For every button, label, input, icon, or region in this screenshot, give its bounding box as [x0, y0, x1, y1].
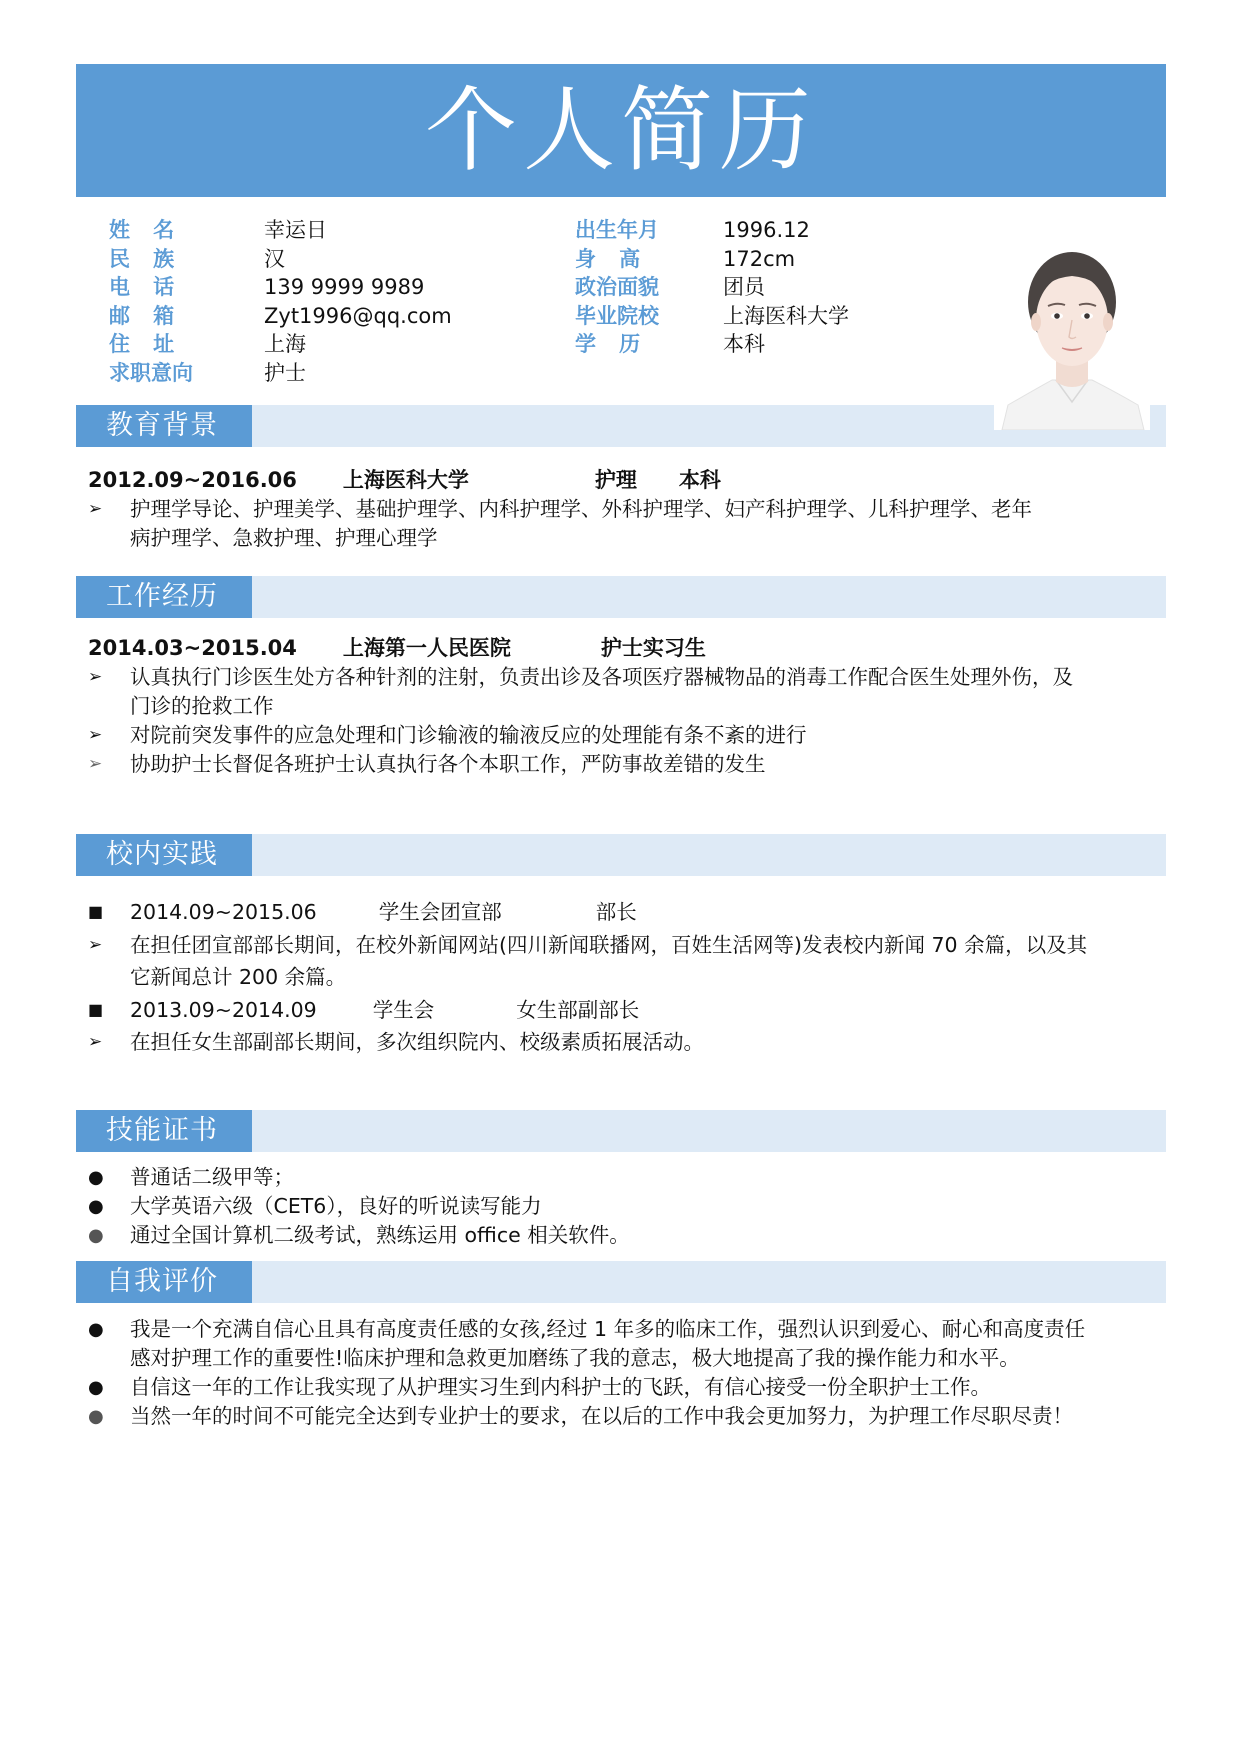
education-summary — [88, 466, 1168, 495]
list-item — [88, 1192, 1168, 1221]
section-header-campus — [76, 834, 1166, 876]
info-label: 政治面貌 — [575, 275, 659, 299]
personal-info-left — [109, 216, 452, 387]
campus-role: 部长 — [595, 900, 637, 924]
self-eval-content — [88, 1315, 1168, 1431]
list-item — [88, 750, 1168, 779]
info-label: 学 历 — [575, 332, 641, 356]
campus-desc-line: 它新闻总计 200 余篇。 — [130, 965, 347, 989]
square-bullet-icon: ■ — [88, 902, 104, 921]
info-row-name — [109, 216, 452, 245]
info-value-name: 幸运日 — [264, 218, 327, 242]
education-school: 上海医科大学 — [342, 468, 469, 492]
self-eval-line: 感对护理工作的重要性!临床护理和急救更加磨练了我的意志，极大地提高了我的操作能力和水平。 — [130, 1346, 1020, 1370]
arrow-bullet-icon: ➢ — [88, 1032, 103, 1052]
list-item — [88, 1163, 1168, 1192]
skills-content — [88, 1163, 1168, 1250]
work-item-line: 协助护士长督促各班护士认真执行各个本职工作，严防事故差错的发生 — [130, 752, 766, 776]
education-courses-line2: 病护理学、急救护理、护理心理学 — [130, 526, 438, 550]
info-label: 求职意向 — [109, 360, 193, 385]
self-eval-line: 自信这一年的工作让我实现了从护理实习生到内科护士的飞跃，有信心接受一份全职护士工作。 — [130, 1375, 991, 1399]
campus-period: 2013.09~2014.09 — [130, 997, 317, 1022]
info-row-birth — [575, 216, 849, 245]
info-label: 民 族 — [109, 246, 175, 271]
work-period: 2014.03~2015.04 — [88, 636, 297, 660]
work-item-line: 对院前突发事件的应急处理和门诊输液的输液反应的处理能有条不紊的进行 — [130, 723, 807, 747]
info-row-address — [109, 330, 452, 359]
list-item — [88, 1026, 1168, 1059]
dot-bullet-icon: ● — [88, 1319, 104, 1340]
arrow-bullet-icon: ➢ — [88, 499, 103, 519]
section-title-self-eval: 自我评价 — [76, 1261, 252, 1303]
campus-desc-line: 在担任女生部副部长期间，多次组织院内、校级素质拓展活动。 — [130, 1030, 704, 1054]
info-row-political — [575, 273, 849, 302]
list-item — [88, 1373, 1168, 1402]
campus-content — [88, 896, 1168, 1059]
education-degree: 本科 — [678, 468, 721, 492]
work-item-line: 门诊的抢救工作 — [130, 694, 274, 718]
list-item — [88, 994, 1168, 1027]
info-label: 住 址 — [109, 332, 175, 356]
section-title-skills: 技能证书 — [76, 1110, 252, 1152]
info-value-ethnicity: 汉 — [264, 246, 285, 271]
campus-desc-line: 在担任团宣部部长期间，在校外新闻网站(四川新闻联播网，百姓生活网等)发表校内新闻 70 余篇，以及其 — [130, 932, 1088, 957]
list-item — [88, 896, 1168, 929]
list-item — [88, 1221, 1168, 1250]
dot-bullet-icon: ● — [88, 1225, 104, 1246]
work-employer: 上海第一人民医院 — [342, 636, 511, 660]
info-row-school — [575, 302, 849, 331]
dot-bullet-icon: ● — [88, 1406, 104, 1427]
education-courses-line1: 护理学导论、护理美学、基础护理学、内科护理学、外科护理学、妇产科护理学、儿科护理学、老年 — [130, 497, 1032, 521]
info-row-email — [109, 302, 452, 331]
dot-bullet-icon: ● — [88, 1167, 104, 1188]
info-value-school: 上海医科大学 — [723, 303, 849, 328]
education-period: 2012.09~2016.06 — [88, 468, 297, 492]
section-header-work — [76, 576, 1166, 618]
info-row-degree — [575, 330, 849, 359]
section-title-campus: 校内实践 — [76, 834, 252, 876]
info-row-objective — [109, 359, 452, 388]
info-value-political: 团员 — [723, 275, 765, 299]
education-major: 护理 — [594, 468, 637, 492]
campus-org: 学生会团宣部 — [378, 900, 502, 924]
skill-text: 大学英语六级（CET6），良好的听说读写能力 — [130, 1194, 542, 1218]
list-item — [88, 1315, 1168, 1373]
campus-period: 2014.09~2015.06 — [130, 900, 317, 924]
info-value-height: 172cm — [723, 246, 796, 271]
education-content — [88, 466, 1168, 553]
section-header-self-eval — [76, 1261, 1166, 1303]
info-value-objective: 护士 — [264, 360, 306, 385]
title-banner — [76, 64, 1166, 197]
info-value-address: 上海 — [264, 332, 306, 356]
info-value-birth: 1996.12 — [723, 218, 810, 242]
arrow-bullet-icon: ➢ — [88, 754, 103, 774]
dot-bullet-icon: ● — [88, 1196, 104, 1217]
arrow-bullet-icon: ➢ — [88, 725, 103, 745]
campus-role: 女生部副部长 — [516, 997, 640, 1022]
info-label: 邮 箱 — [109, 303, 175, 328]
info-label: 姓 名 — [109, 218, 175, 242]
list-item — [88, 929, 1168, 994]
info-value-phone: 139 9999 9989 — [264, 275, 425, 299]
self-eval-line: 当然一年的时间不可能完全达到专业护士的要求，在以后的工作中我会更加努力，为护理工作尽职尽责！ — [130, 1404, 1073, 1428]
list-item — [88, 663, 1168, 721]
info-row-ethnicity — [109, 245, 452, 274]
list-item — [88, 495, 1168, 553]
info-label: 毕业院校 — [575, 303, 659, 328]
portrait-icon — [994, 240, 1150, 430]
work-item-line: 认真执行门诊医生处方各种针剂的注射，负责出诊及各项医疗器械物品的消毒工作配合医生处理外伤，及 — [130, 665, 1073, 689]
personal-info-right — [575, 216, 849, 359]
info-label: 电 话 — [109, 275, 175, 299]
info-label: 身 高 — [575, 246, 641, 271]
info-row-height — [575, 245, 849, 274]
square-bullet-icon: ■ — [88, 999, 104, 1019]
skill-text: 通过全国计算机二级考试，熟练运用 office 相关软件。 — [130, 1223, 630, 1247]
campus-org: 学生会 — [372, 997, 435, 1022]
list-item — [88, 721, 1168, 750]
skill-text: 普通话二级甲等； — [130, 1165, 294, 1189]
profile-photo — [994, 240, 1150, 430]
dot-bullet-icon: ● — [88, 1377, 104, 1398]
info-row-phone — [109, 273, 452, 302]
info-value-degree: 本科 — [723, 332, 765, 356]
list-item — [88, 1402, 1168, 1431]
work-position: 护士实习生 — [600, 636, 706, 660]
section-header-skills — [76, 1110, 1166, 1152]
page-title: 个人简历 — [424, 76, 817, 184]
work-content — [88, 634, 1168, 779]
section-title-work: 工作经历 — [76, 576, 252, 618]
arrow-bullet-icon: ➢ — [88, 667, 103, 687]
info-value-email: Zyt1996@qq.com — [264, 303, 452, 328]
section-title-education: 教育背景 — [76, 405, 252, 447]
info-label: 出生年月 — [575, 218, 659, 242]
work-summary — [88, 634, 1168, 663]
arrow-bullet-icon: ➢ — [88, 934, 103, 955]
self-eval-line: 我是一个充满自信心且具有高度责任感的女孩,经过 1 年多的临床工作，强烈认识到爱心、耐心和高度责任 — [130, 1317, 1086, 1341]
